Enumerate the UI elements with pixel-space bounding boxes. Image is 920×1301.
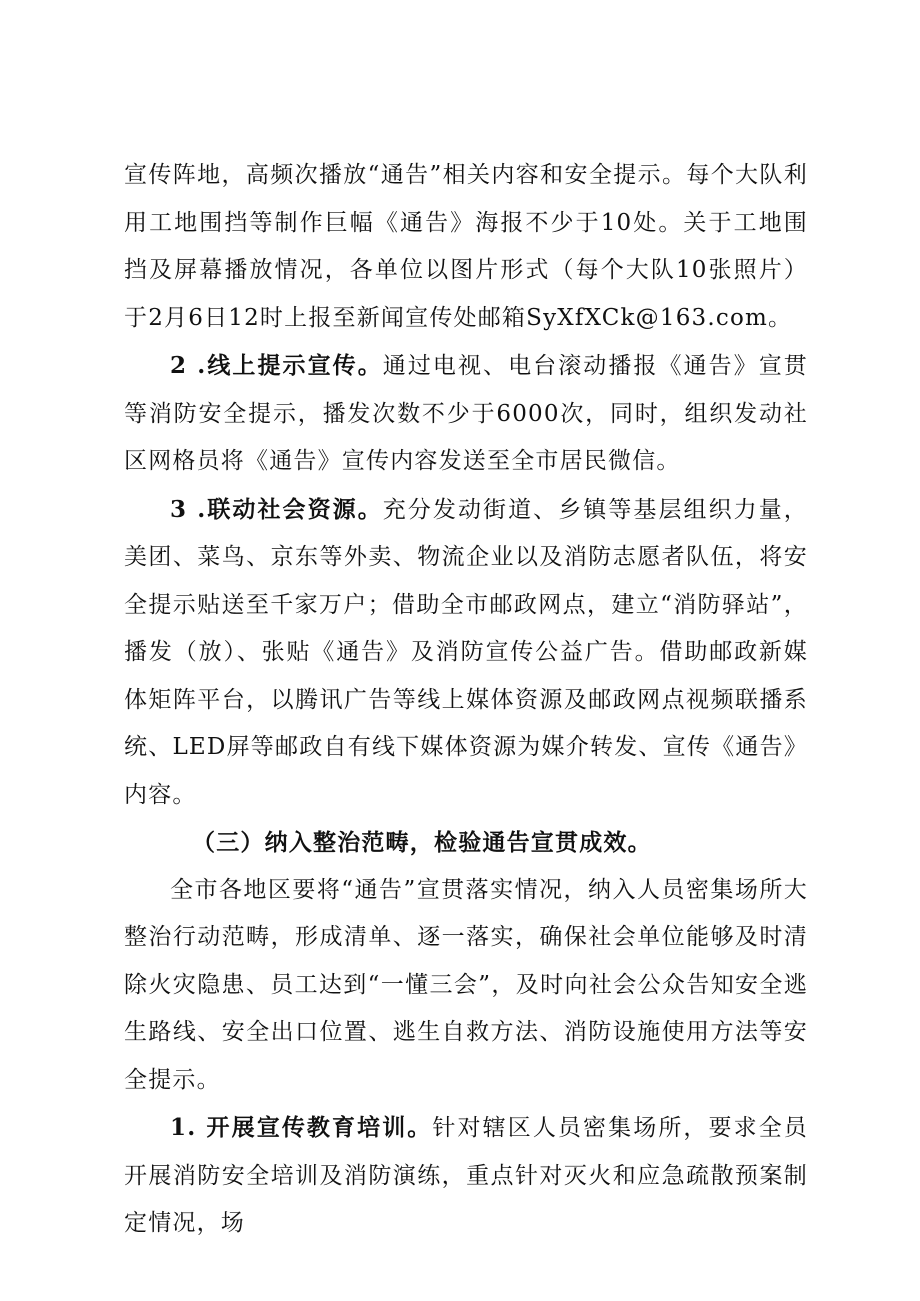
- paragraph-text: 针对辖区人员密集场所，要求全员开展消防安全培训及消防演练，重点针对灭火和应急疏散预案制定情况，场: [124, 1115, 809, 1236]
- paragraph-text: 充分发动街道、乡镇等基层组织力量，美团、菜鸟、京东等外卖、物流企业以及消防志愿者队伍，将安全提示贴送至千家万户；借助全市邮政网点，建立“消防驿站”，播发（放）、张贴《通告》及消防宣传公益广告。借助邮政新媒体矩阵平台，以腾讯广告等线上媒体资源及邮政网点视频联播系统、LED屏等邮政自有线下媒体资源为媒介转发、宣传《通告》内容。: [124, 496, 808, 808]
- paragraph-text: 宣传阵地，高频次播放“通告”相关内容和安全提示。每个大队利用工地围挡等制作巨幅《通告》海报不少于10处。关于工地围挡及屏幕播放情况，各单位以图片形式（每个大队10张照片）于2月6日12时上报至新闻宣传处邮箱SyXfXCk@163.com。: [124, 162, 808, 331]
- paragraph-text: 通过电视、电台滚动播报《通告》宣贯等消防安全提示，播发次数不少于6000次，同时，组织发动社区网格员将《通告》宣传内容发送至全市居民微信。: [124, 353, 808, 474]
- section-heading: （三）纳入整治范畴，检验通告宣贯成效。: [192, 829, 652, 856]
- document-body: [124, 152, 808, 1248]
- paragraph-lead: 3 .联动社会资源。: [170, 495, 383, 523]
- paragraph-rectification: [124, 867, 808, 1105]
- paragraph-lead: 2 .线上提示宣传。: [170, 352, 383, 379]
- paragraph-social-resources: [124, 486, 808, 820]
- paragraph-training: [124, 1104, 808, 1248]
- paragraph-lead: 1. 开展宣传教育培训。: [170, 1114, 433, 1141]
- paragraph-continuation: [124, 152, 808, 342]
- paragraph-online-promotion: [124, 342, 808, 486]
- paragraph-text: 全市各地区要将“通告”宣贯落实情况，纳入人员密集场所大整治行动范畴，形成清单、逐一落实，确保社会单位能够及时清除火灾隐患、员工达到“一懂三会”，及时向社会公众告知安全逃生路线、安全出口位置、逃生自救方法、消防设施使用方法等安全提示。: [124, 876, 808, 1093]
